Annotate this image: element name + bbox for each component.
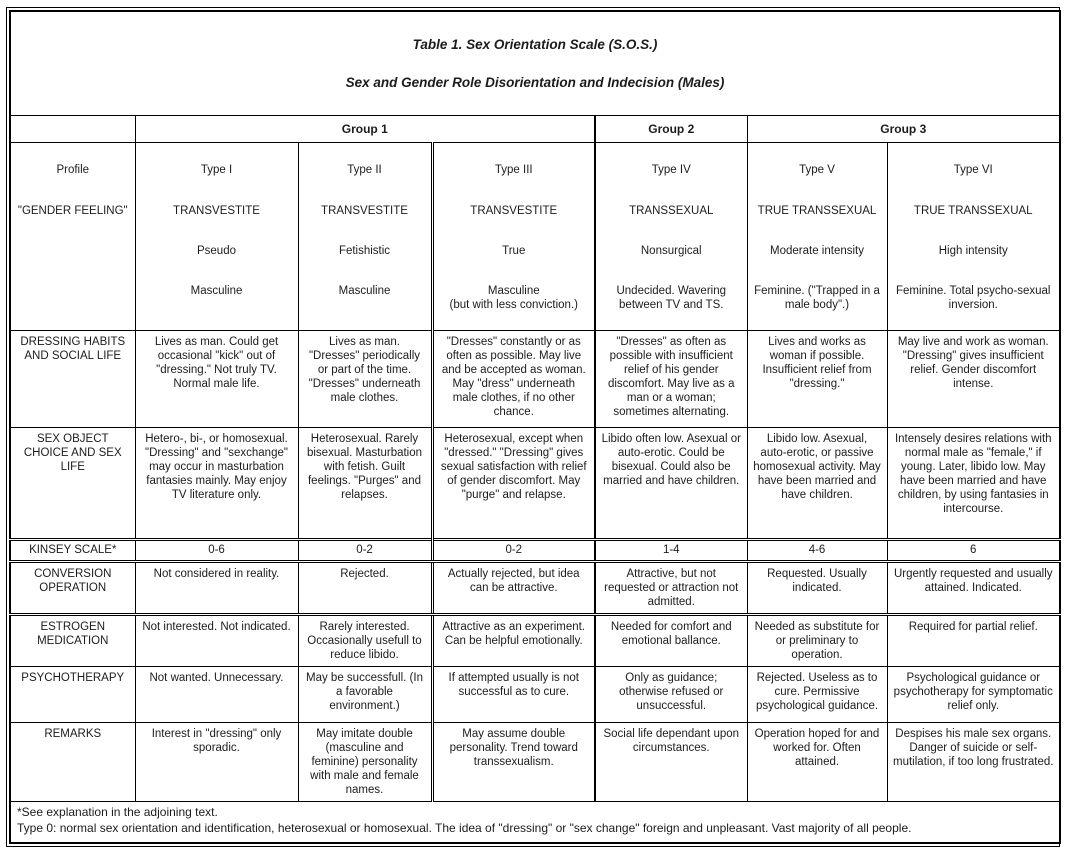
row-label-estrogen-medication: ESTROGEN MEDICATION [10,614,135,666]
footnote-line2: Type 0: normal sex orientation and identification, heterosexual or homosexual. The idea of "dressing" or "sex change" foreign and unpleasant. Vast majority of all people. [17,820,912,835]
type-feeling: Feminine. Total psycho-sexual inversion. [896,284,1051,311]
table-cell: Lives as man. Could get occasional "kick" out of "dressing." Not truly TV. Normal male life. [135,330,298,427]
row-label-kinsey-scale: KINSEY SCALE* [10,539,135,561]
profile-cell-type3 [432,143,595,330]
table-cell: 6 [887,539,1060,561]
type-subtype: Nonsurgical [640,244,702,257]
group-2-header: Group 2 [595,116,747,143]
table-title-line2: Sex and Gender Role Disorientation and Indecision (Males) [345,74,725,90]
group-3-header: Group 3 [747,116,1060,143]
table-cell: Rarely interested. Occasionally usefull to reduce libido. [298,614,432,666]
table-cell: Not considered in reality. [135,561,298,614]
table-cell: Lives as man. "Dresses" periodically or part of the time. "Dresses" underneath male clothes. [298,330,432,427]
type-subtype: Fetishistic [338,244,391,257]
table-cell: Social life dependant upon circumstances. [595,722,747,801]
type-name: TRANSVESTITE [173,204,260,217]
table-cell: 1-4 [595,539,747,561]
table-cell: Needed as substitute for or preliminary to operation. [747,614,887,666]
table-cell: 4-6 [747,539,887,561]
profile-label-line1: Profile [56,164,90,177]
type-label: Type II [347,164,382,177]
row-label-dressing-habits: DRESSING HABITS AND SOCIAL LIFE [10,330,135,427]
table-cell: Urgently requested and usually attained. Indicated. [887,561,1060,614]
estrogen-medication-row [10,614,1060,666]
table-cell: May be successfull. (In a favorable environment.) [298,666,432,722]
footnote-line1: *See explanation in the adjoining text. [17,804,218,819]
table-cell: Interest in "dressing" only sporadic. [135,722,298,801]
sex-object-row [10,427,1060,539]
document-frame [6,7,1060,847]
table-cell: Rejected. Useless as to cure. Permissive psychological guidance. [747,666,887,722]
row-label-psychotherapy: PSYCHOTHERAPY [10,666,135,722]
table-cell: Attractive as an experiment. Can be helpful emotionally. [432,614,595,666]
type-name: TRUE TRANSSEXUAL [913,204,1033,217]
table-cell: Intensely desires relations with normal male as "female," if young. Later, libido low. May have been married and have children, by using fantasies in intercourse. [887,427,1060,539]
profile-cell-type1 [135,143,298,330]
table-cell: Only as guidance; otherwise refused or unsuccessful. [595,666,747,722]
conversion-operation-row [10,561,1060,614]
type-name: TRUE TRANSSEXUAL [757,204,877,217]
sos-table [9,10,1061,844]
table-cell: Lives and works as woman if possible. Insufficient relief from "dressing." [747,330,887,427]
table-cell: Not wanted. Unnecessary. [135,666,298,722]
table-cell: Not interested. Not indicated. [135,614,298,666]
table-cell: Operation hoped for and worked for. Often attained. [747,722,887,801]
table-cell: If attempted usually is not successful as to cure. [432,666,595,722]
row-label-remarks: REMARKS [10,722,135,801]
profile-row [10,143,1060,330]
table-cell: Rejected. [298,561,432,614]
table-cell: Attractive, but not requested or attraction not admitted. [595,561,747,614]
type-subtype: True [502,244,526,257]
table-cell: May live and work as woman. "Dressing" gives insufficient relief. Gender discomfort intense. [887,330,1060,427]
type-feeling: Masculine [338,284,391,297]
type-subtype: Pseudo [196,244,236,257]
row-label-sex-object: SEX OBJECT CHOICE AND SEX LIFE [10,427,135,539]
group-header-row [10,116,1060,143]
remarks-row [10,722,1060,801]
table-cell: "Dresses" constantly or as often as possible. May live and be accepted as woman. May "dress" underneath male clothes, if no other chance. [432,330,595,427]
table-cell: 0-2 [298,539,432,561]
table-cell: May assume double personality. Trend toward transsexualism. [432,722,595,801]
table-cell: Requested. Usually indicated. [747,561,887,614]
table-cell: 0-2 [432,539,595,561]
type-name: TRANSVESTITE [321,204,408,217]
type-label: Type V [799,164,835,177]
title-row [10,11,1060,116]
type-name: TRANSVESTITE [470,204,558,217]
profile-label-line2: "GENDER FEELING" [17,204,128,217]
group-1-header: Group 1 [135,116,595,143]
table-cell: Heterosexual. Rarely bisexual. Masturbation with fetish. Guilt feelings. "Purges" and relapses. [298,427,432,539]
type-subtype: High intensity [938,244,1008,257]
table-cell: Hetero-, bi-, or homosexual. "Dressing" and "sexchange" may occur in masturbation fantasies mainly. May enjoy TV literature only. [135,427,298,539]
table-cell: Libido often low. Asexual or auto-erotic. Could be bisexual. Could also be married and have children. [595,427,747,539]
row-label-profile [10,143,135,330]
type-feeling: Undecided. Wavering between TV and TS. [616,284,727,311]
table-title [10,11,1060,116]
group-header-blank [10,116,135,143]
type-subtype: Moderate intensity [770,244,864,257]
profile-cell-type5 [747,143,887,330]
psychotherapy-row [10,666,1060,722]
profile-cell-type6 [887,143,1060,330]
profile-cell-type4 [595,143,747,330]
kinsey-scale-row [10,539,1060,561]
table-cell: Actually rejected, but idea can be attractive. [432,561,595,614]
dressing-habits-row [10,330,1060,427]
table-cell: Needed for comfort and emotional ballance. [595,614,747,666]
table-cell: Heterosexual, except when "dressed." "Dressing" gives sexual satisfaction with relief of gender discomfort. May "purge" and relapse. [432,427,595,539]
footnote-row [10,801,1060,843]
table-title-line1: Table 1. Sex Orientation Scale (S.O.S.) [412,36,658,52]
table-cell: "Dresses" as often as possible with insufficient relief of his gender discomfort. May live as a man or a woman; sometimes alternating. [595,330,747,427]
type-feeling: Feminine. ("Trapped in a male body".) [754,284,880,311]
footnotes [10,801,1060,843]
row-label-conversion-operation: CONVERSION OPERATION [10,561,135,614]
type-feeling: Masculine [190,284,243,297]
type-label: Type VI [953,164,993,177]
table-cell: Despises his male sex organs. Danger of suicide or self-mutilation, if too long frustrated. [887,722,1060,801]
type-label: Type III [494,164,533,177]
profile-cell-type2 [298,143,432,330]
type-name: TRANSSEXUAL [629,204,714,217]
type-feeling: Masculine (but with less conviction.) [449,284,578,311]
table-cell: Psychological guidance or psychotherapy for symptomatic relief only. [887,666,1060,722]
table-cell: Libido low. Asexual, auto-erotic, or passive homosexual activity. May have been married and have children. [747,427,887,539]
type-label: Type I [200,164,233,177]
table-cell: Required for partial relief. [887,614,1060,666]
type-label: Type IV [651,164,691,177]
table-cell: 0-6 [135,539,298,561]
table-cell: May imitate double (masculine and feminine) personality with male and female names. [298,722,432,801]
